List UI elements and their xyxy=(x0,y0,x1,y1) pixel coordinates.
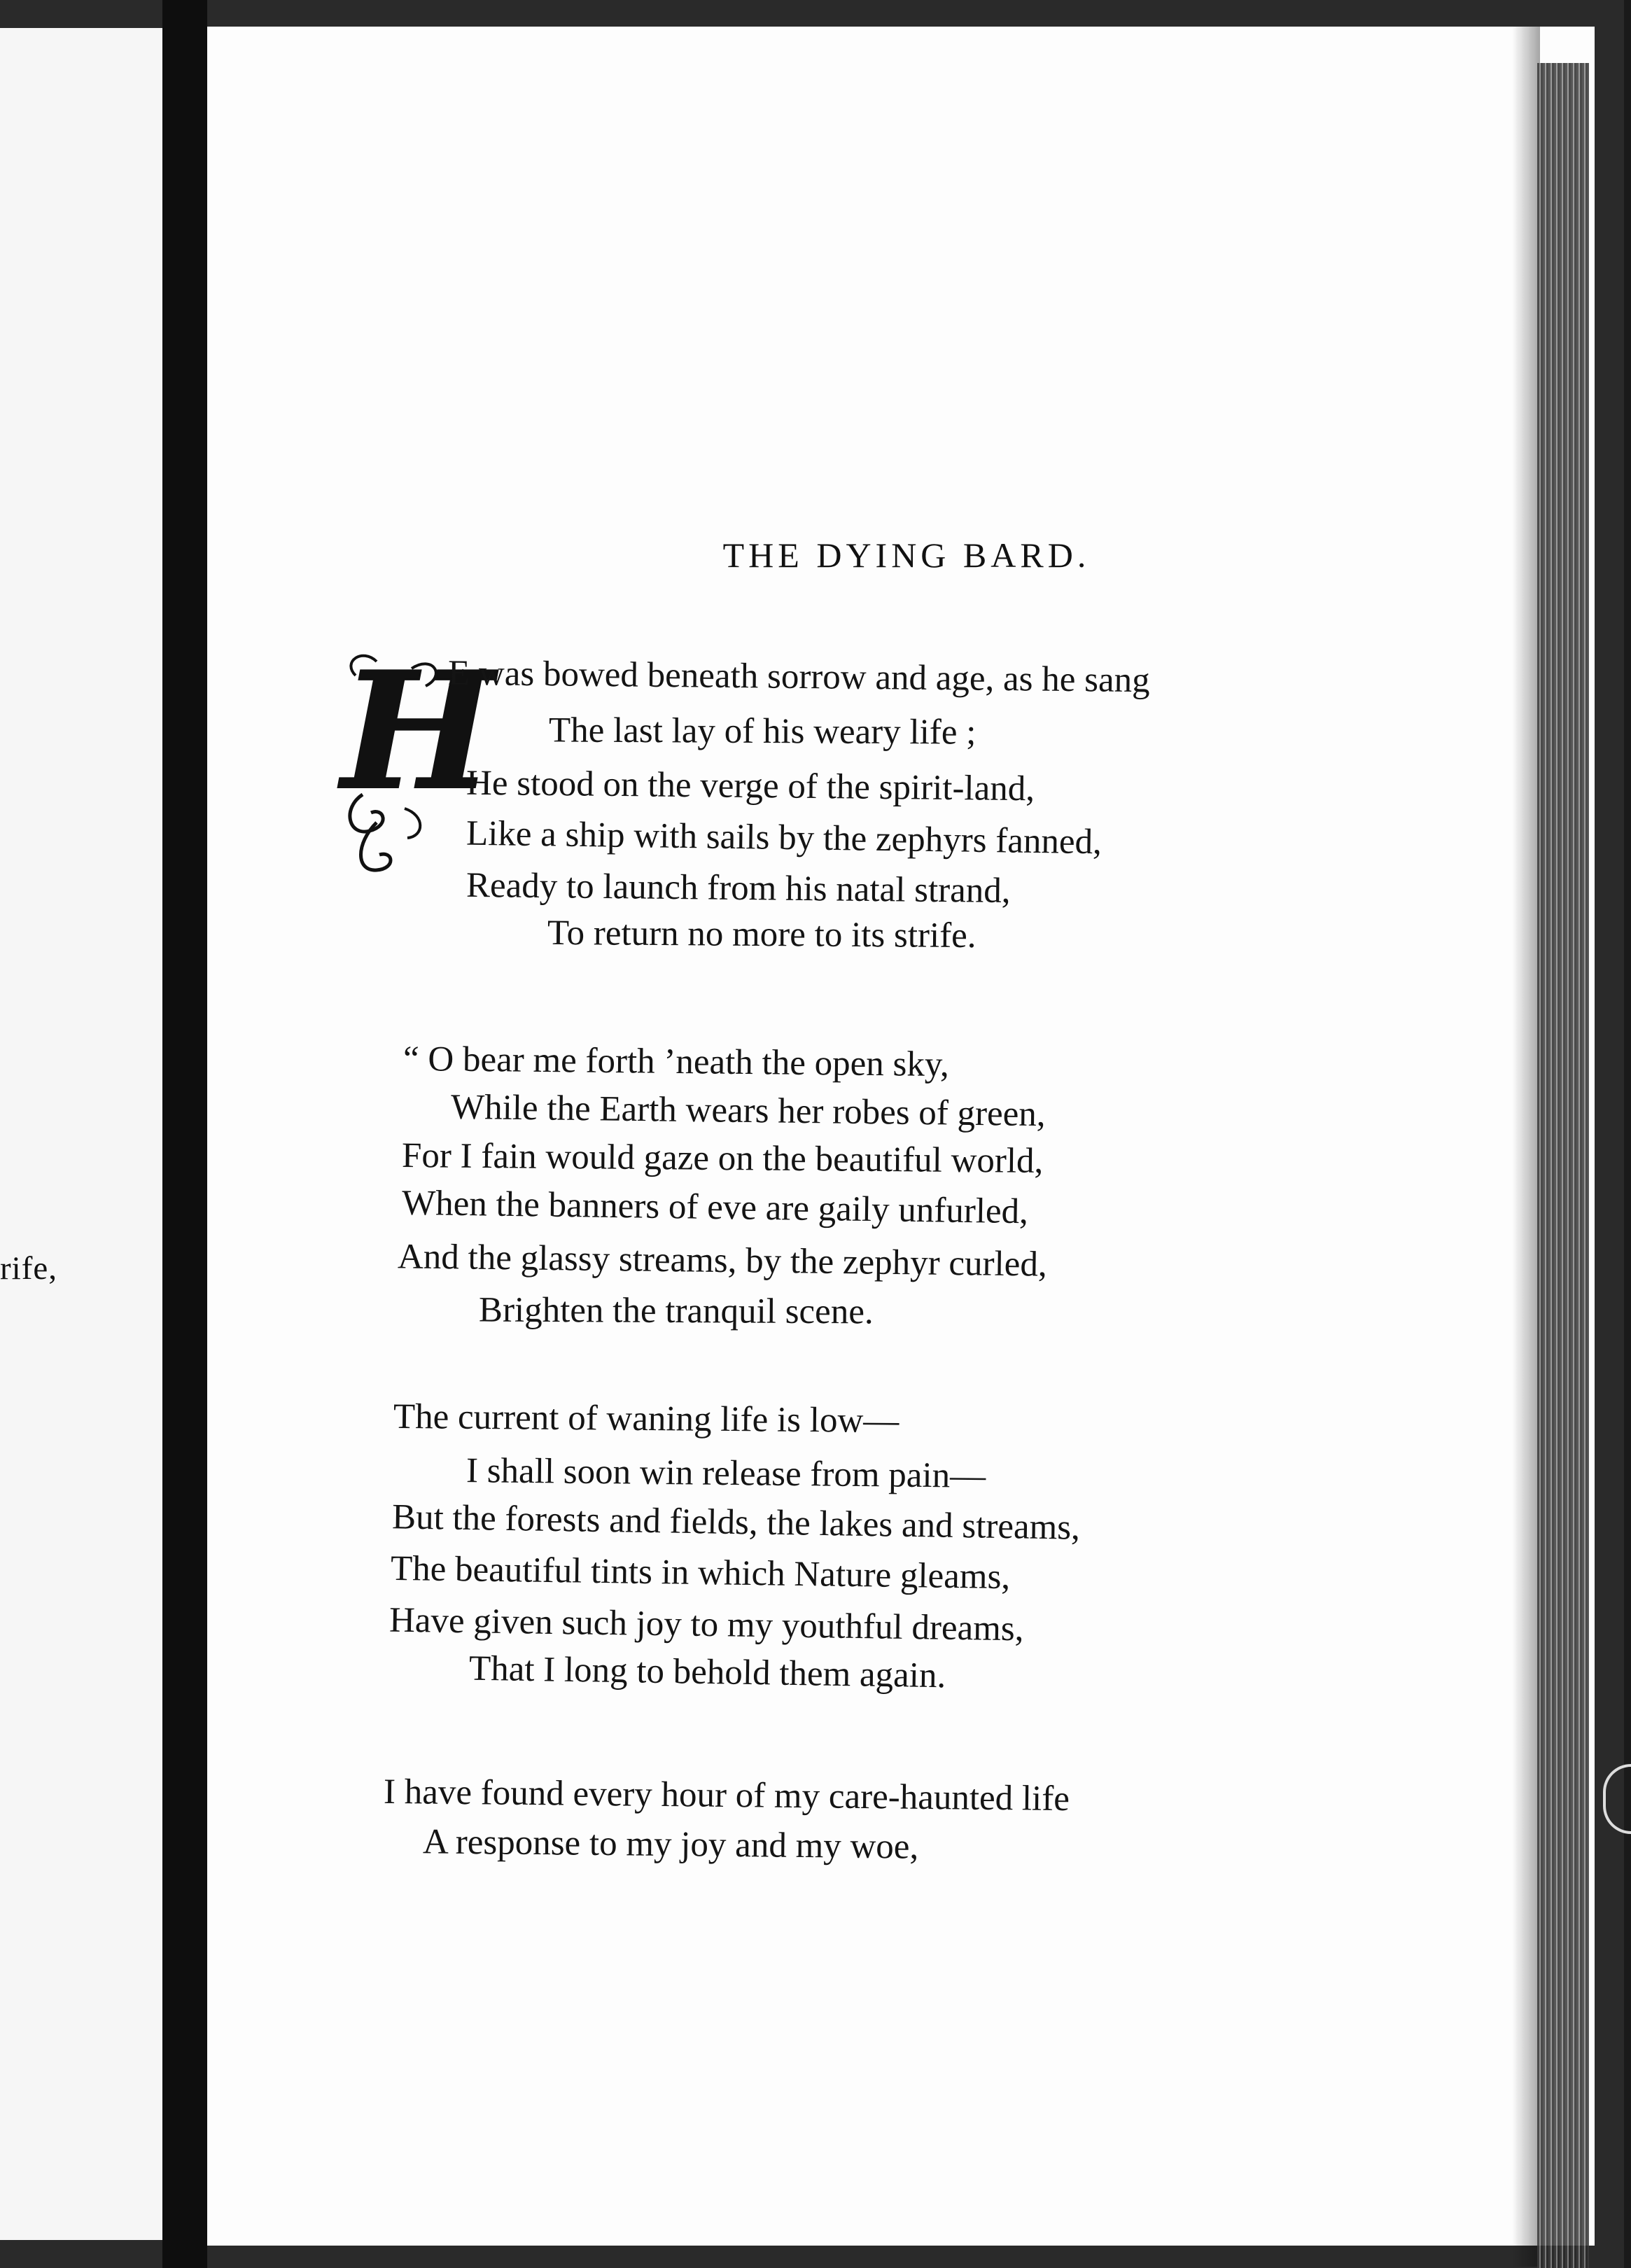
poem-line: The last lay of his weary life ; xyxy=(548,710,976,752)
left-page-fragment: rife, xyxy=(0,1250,57,1287)
poem-title: THE DYING BARD. xyxy=(722,536,1091,575)
poem-line: I shall soon win release from pain— xyxy=(465,1451,986,1496)
page-edges xyxy=(1537,63,1589,2268)
poem-line: Ready to launch from his natal strand, xyxy=(465,865,1011,911)
poem-line: “ O bear me forth ’neath the open sky, xyxy=(402,1039,950,1085)
drop-cap-ornament xyxy=(335,637,494,892)
poem-line: While the Earth wears her robes of green, xyxy=(450,1087,1046,1135)
poem-line: When the banners of eve are gaily unfurled, xyxy=(401,1183,1029,1232)
poem-line: Have given such joy to my youthful dreams, xyxy=(388,1600,1024,1649)
left-page xyxy=(0,28,162,2240)
poem-line: The current of waning life is low— xyxy=(393,1396,899,1441)
poem-line: And the glassy streams, by the zephyr curled, xyxy=(397,1237,1047,1284)
book-gutter xyxy=(162,0,207,2268)
poem-line: That I long to behold them again. xyxy=(468,1648,946,1696)
poem-line: E was bowed beneath sorrow and age, as he sang xyxy=(447,653,1150,701)
margin-mark xyxy=(1603,1764,1631,1834)
poem-line: Like a ship with sails by the zephyrs fanned, xyxy=(465,813,1102,862)
poem-line: But the forests and fields, the lakes and streams, xyxy=(391,1497,1081,1548)
poem-line: The beautiful tints in which Nature gleams, xyxy=(390,1548,1011,1597)
poem-line: Brighten the tranquil scene. xyxy=(478,1290,874,1332)
poem-line: To return no more to its strife. xyxy=(547,913,976,956)
drop-cap-letter: H xyxy=(342,637,494,826)
poem-line: For I fain would gaze on the beautiful world, xyxy=(401,1136,1044,1181)
poem-line: A response to my joy and my woe, xyxy=(422,1822,919,1867)
page-shadow xyxy=(1512,27,1540,2267)
poem-line: He stood on the verge of the spirit-land, xyxy=(465,763,1035,809)
poem-line: I have found every hour of my care-haunted life xyxy=(383,1772,1070,1819)
